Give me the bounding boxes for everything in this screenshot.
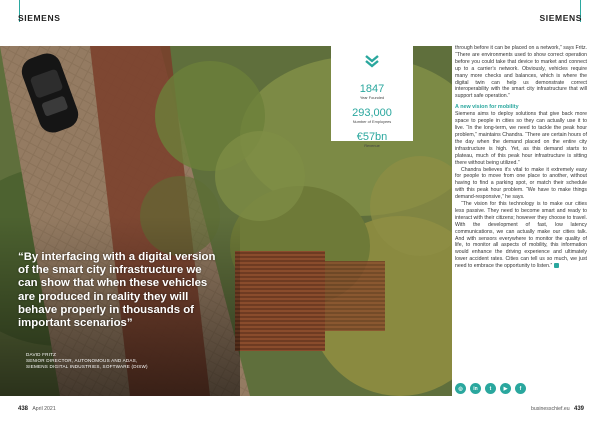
article-paragraph-text: “The vision for this technology is to make our cities less passive. They need to become smart and ready to interact with their citizens; however they choose to travel. With the development of fast, low latency communications, we can actually make our cities talk. And with sensors everywhere to monitor the quality of life, to monitor all aspects of mobility, this information would enhance the driving experience and ultimately lower accident rates. Cities can tell us so much, we just need to embrace the opportunity to listen.” bbox=[455, 201, 587, 270]
facebook-icon[interactable]: f bbox=[515, 383, 526, 394]
stat-revenue bbox=[331, 131, 413, 149]
web-icon[interactable]: ◎ bbox=[455, 383, 466, 394]
issue-date: April 2021 bbox=[32, 406, 56, 412]
page-number-left: 438 bbox=[18, 406, 29, 412]
quote-attribution bbox=[26, 352, 226, 370]
stat-label: Revenue bbox=[364, 143, 380, 148]
company-stats-panel bbox=[331, 46, 413, 148]
article-paragraph: Siemens aims to deploy solutions that give back more space to people in cities so they can actually use it to live. “In the long-term, we need to tackle the peak hour problem,” maintains Chandra. “There are certain hours of the day when the demand placed on the entire city infrastructure is high. Yet, as this demand starts to plateau, much of this peak hour infrastructure is sitting there without being utilized.” bbox=[455, 111, 587, 166]
stat-value: €57bn bbox=[356, 131, 388, 143]
end-of-article-icon bbox=[554, 263, 559, 268]
social-links bbox=[455, 383, 526, 394]
attribution-company: SIEMENS DIGITAL INDUSTRIES, SOFTWARE (DISW) bbox=[26, 364, 148, 369]
youtube-icon[interactable]: ▶ bbox=[500, 383, 511, 394]
brand-logo-right: SIEMENS bbox=[539, 13, 582, 23]
twitter-icon[interactable]: t bbox=[485, 383, 496, 394]
linkedin-icon[interactable]: in bbox=[470, 383, 481, 394]
stat-value: 293,000 bbox=[352, 107, 392, 119]
stat-label: Number of Employees bbox=[352, 119, 392, 124]
article-paragraph: through before it can be placed on a network,” says Fritz. “There are environments used to show correct operation before you could take that device to market and connect up to a carrier’s network. Obviously, vehicles require many more checks and balances, which is where the digital twin can help us demonstrate correct interoperability with the smart city infrastructure that will support safe operation.” bbox=[455, 45, 587, 100]
article-paragraph: Chandra believes it’s vital to make it extremely easy for people to move from one place to another, without having to find a parking spot, or match their schedule with this peak hour problem. “We have to make things demand-responsive,” he says. bbox=[455, 166, 587, 201]
header-left bbox=[0, 0, 300, 46]
stat-value: 1847 bbox=[359, 83, 385, 95]
footer-left bbox=[18, 406, 56, 412]
article-column bbox=[455, 45, 587, 270]
stat-label: Year Founded bbox=[359, 95, 385, 100]
brand-logo-left: SIEMENS bbox=[18, 13, 61, 23]
article-paragraph bbox=[455, 201, 587, 270]
chevron-down-icon bbox=[331, 54, 413, 73]
page-number-right: 439 bbox=[573, 406, 584, 412]
stat-year-founded bbox=[331, 83, 413, 101]
stat-employees bbox=[331, 107, 413, 125]
article-subheading: A new vision for mobility bbox=[455, 104, 519, 111]
website-url[interactable]: businesschief.eu bbox=[531, 406, 570, 412]
pull-quote: “By interfacing with a digital version of the smart city infrastructure we can show that when these vehicles are produced in reality they will behave properly in thousands of important scenarios” bbox=[18, 251, 216, 330]
attribution-title: SENIOR DIRECTOR, AUTONOMOUS AND ADAS, bbox=[26, 358, 138, 363]
attribution-name: DAVID FRITZ bbox=[26, 352, 57, 357]
header-right bbox=[300, 0, 600, 46]
footer-right bbox=[531, 406, 584, 412]
